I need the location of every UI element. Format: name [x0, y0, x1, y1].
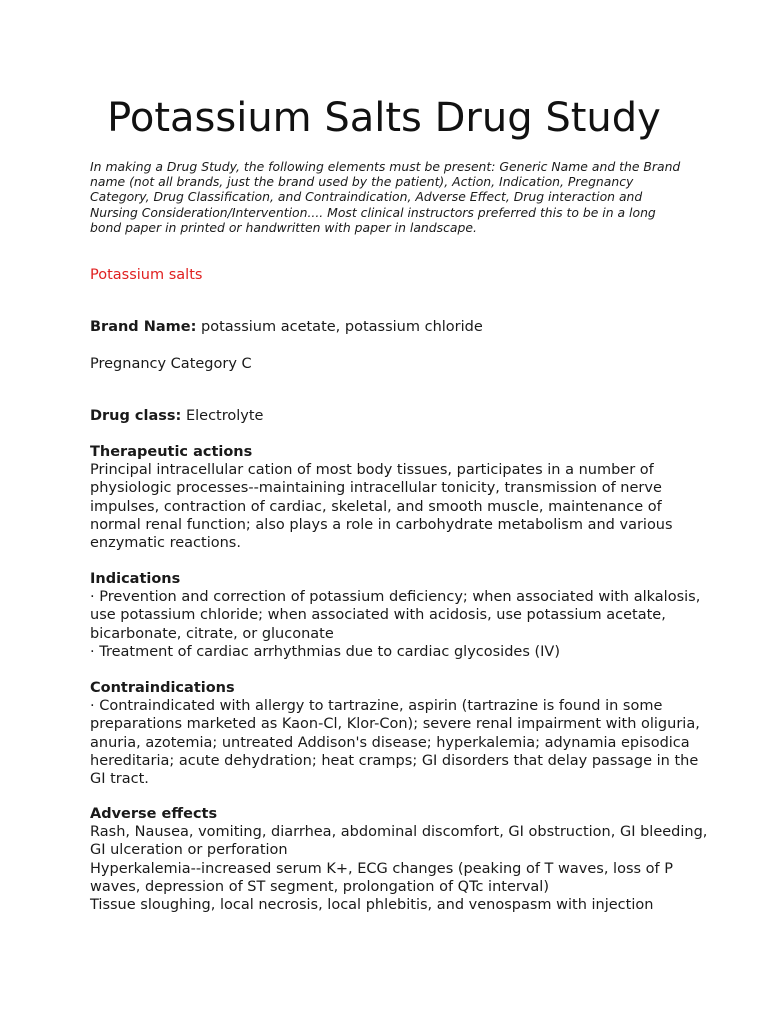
- contraindications-section: [90, 679, 710, 788]
- indications-item-2: · Treatment of cardiac arrhythmias due to cardiac glycosides (IV): [90, 643, 560, 660]
- adverse-effects-item-2: Hyperkalemia--increased serum K+, ECG changes (peaking of T waves, loss of P waves, depression of ST segment, prolongation of QTc interval): [90, 860, 673, 895]
- adverse-effects-item-1: Rash, Nausea, vomiting, diarrhea, abdominal discomfort, GI obstruction, GI bleeding, GI ulceration or perforation: [90, 824, 708, 859]
- contraindications-heading: Contraindications: [90, 680, 235, 696]
- adverse-effects-heading: Adverse effects: [90, 806, 218, 822]
- therapeutic-actions-section: [90, 443, 710, 552]
- drug-class-line: [90, 407, 710, 425]
- brand-name-label: Brand Name:: [90, 319, 197, 335]
- indications-heading: Indications: [90, 571, 181, 587]
- intro-paragraph: In making a Drug Study, the following elements must be present: Generic Name and the Brand name (not all brands, just the brand used by the patient), Action, Indication, Pregnancy Category, Drug Classification, and Contraindication, Adverse Effect, Drug interaction and Nursing Consideration/Intervention.... Most clinical instructors preferred this to be in a long bond paper in printed or handwritten with paper in landscape.: [90, 159, 681, 235]
- therapeutic-actions-text: Principal intracellular cation of most body tissues, participates in a number of physiologic processes--maintaining intracellular tonicity, transmission of nerve impulses, contraction of cardiac, skeletal, and smooth muscle, maintenance of normal renal function; also plays a role in carbohydrate metabolism and various enzymatic reactions.: [90, 462, 673, 552]
- drug-class-label: Drug class:: [90, 408, 182, 424]
- drug-class-value: Electrolyte: [181, 408, 264, 424]
- indications-item-1: · Prevention and correction of potassium deficiency; when associated with alkalosis, use potassium chloride; when associated with acidosis, use potassium acetate, bicarbonate, citrate, or gluconate: [90, 589, 701, 642]
- drug-name-heading: Potassium salts: [90, 267, 203, 283]
- page-title: Potassium Salts Drug Study: [107, 95, 661, 141]
- pregnancy-category: Pregnancy Category C: [90, 356, 252, 372]
- therapeutic-actions-heading: Therapeutic actions: [90, 444, 253, 460]
- brand-name-value: potassium acetate, potassium chloride: [196, 319, 483, 335]
- adverse-effects-section: [90, 805, 710, 914]
- brand-name-line: [90, 318, 710, 336]
- contraindications-text: · Contraindicated with allergy to tartrazine, aspirin (tartrazine is found in some preparations marketed as Kaon-Cl, Klor-Con); severe renal impairment with oliguria, anuria, azotemia; untreated Addison's disease; hyperkalemia; adynamia episodica hereditaria; acute dehydration; heat cramps; GI disorders that delay passage in the GI tract.: [90, 698, 700, 788]
- adverse-effects-item-3: Tissue sloughing, local necrosis, local phlebitis, and venospasm with injection: [90, 897, 654, 914]
- indications-section: [90, 570, 710, 661]
